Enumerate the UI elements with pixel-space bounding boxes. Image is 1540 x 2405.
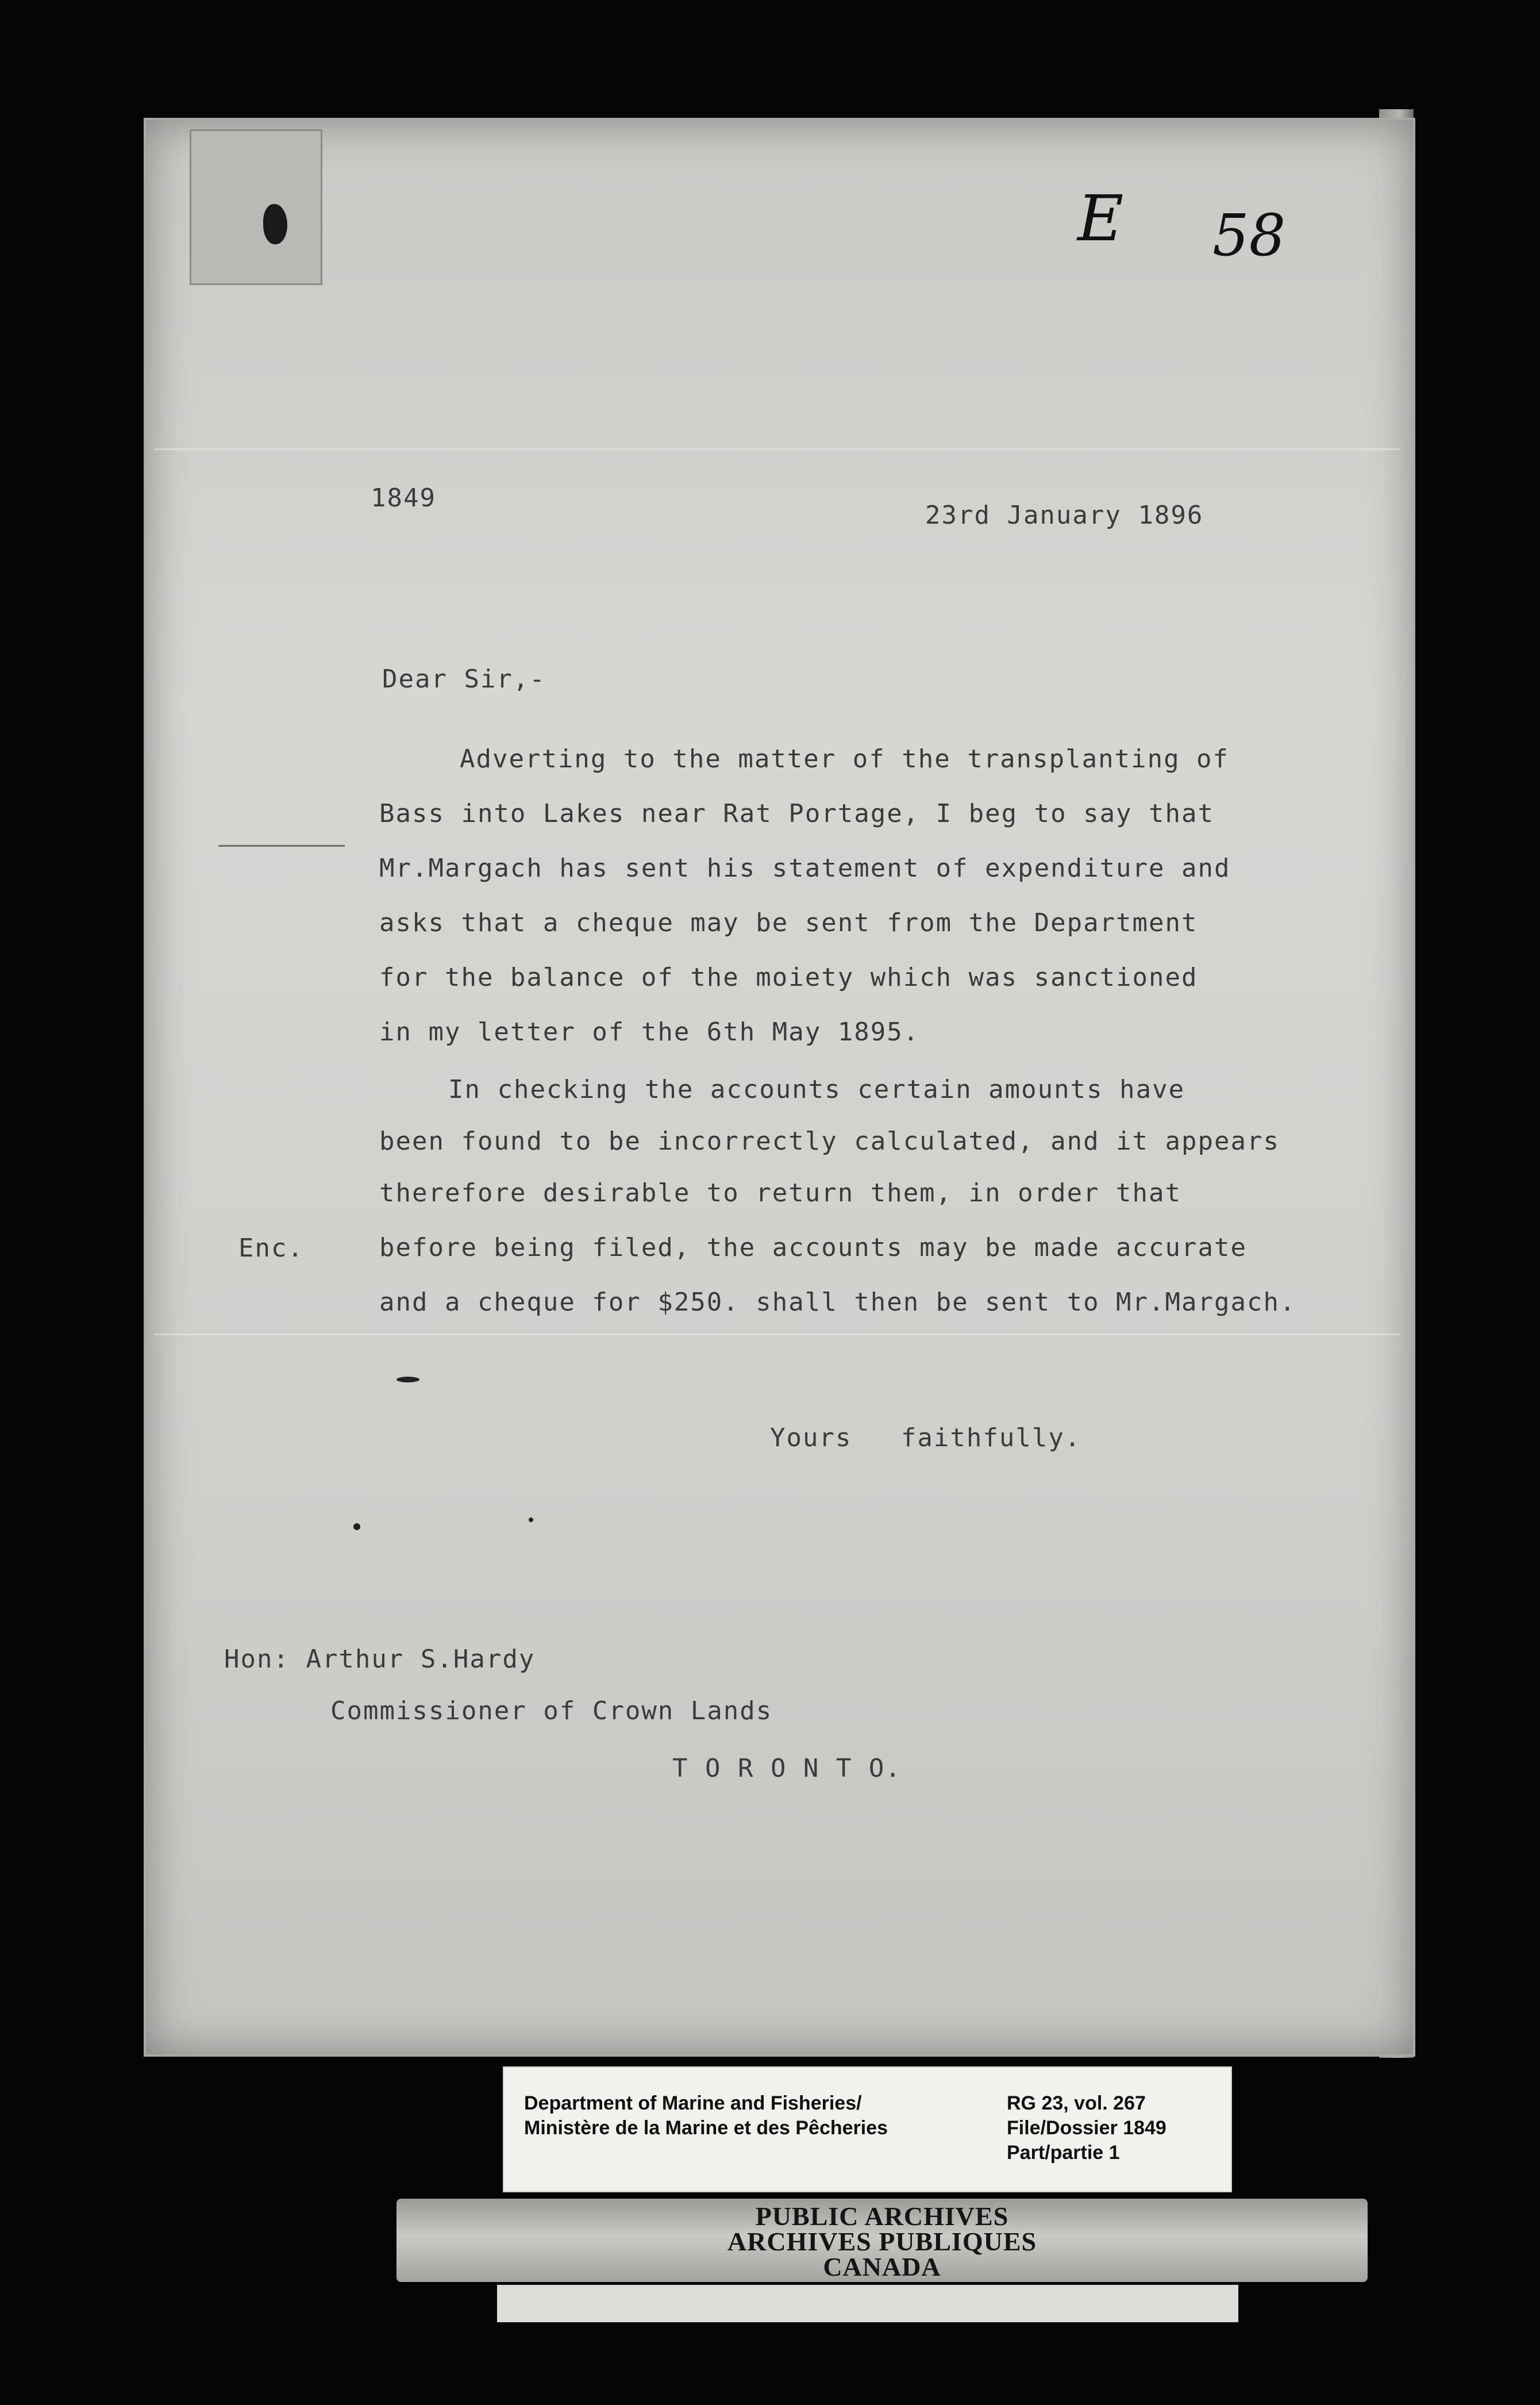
stamp-line-1: PUBLIC ARCHIVES — [755, 2202, 1009, 2231]
bottom-paper-strip — [497, 2285, 1238, 2322]
paragraph-line: been found to be incorrectly calculated, and it appears — [379, 1127, 1280, 1156]
paragraph-line: and a cheque for $250. shall then be sent to Mr.Margach. — [379, 1288, 1296, 1317]
label-department-fr: Ministère de la Marine et des Pêcheries — [524, 2117, 888, 2139]
paragraph-line: In checking the accounts certain amounts have — [448, 1075, 1185, 1104]
paragraph-line: Bass into Lakes near Rat Portage, I beg to say that — [379, 799, 1215, 828]
handwritten-mark-page-number: 58 — [1212, 202, 1286, 269]
corner-stamp-box — [190, 129, 322, 285]
recipient-city: T O R O N T O. — [672, 1754, 902, 1783]
paragraph-line: Adverting to the matter of the transplanting of — [460, 744, 1230, 774]
ink-speck — [353, 1523, 360, 1530]
paragraph-line: for the balance of the moiety which was sanctioned — [379, 963, 1198, 992]
ink-speck — [396, 1377, 419, 1382]
recipient-title: Commissioner of Crown Lands — [330, 1696, 773, 1726]
recipient-name: Hon: Arthur S.Hardy — [224, 1645, 536, 1674]
ink-speck — [529, 1517, 533, 1522]
closing: Yours faithfully. — [770, 1423, 1081, 1453]
archive-reference-label — [503, 2066, 1232, 2192]
label-reference: RG 23, vol. 267 — [1007, 2092, 1146, 2114]
paragraph-line: before being filed, the accounts may be made accurate — [379, 1233, 1247, 1262]
file-number: 1849 — [371, 483, 436, 513]
ink-blot — [263, 204, 287, 244]
paragraph-line: in my letter of the 6th May 1895. — [379, 1017, 920, 1047]
stamp-line-2: ARCHIVES PUBLIQUES — [727, 2227, 1037, 2256]
label-department-en: Department of Marine and Fisheries/ — [524, 2092, 862, 2114]
paragraph-line: Mr.Margach has sent his statement of expenditure and — [379, 854, 1231, 883]
margin-pencil-mark — [218, 845, 345, 847]
salutation: Dear Sir,- — [382, 664, 546, 694]
handwritten-mark-e: E — [1077, 182, 1124, 255]
enclosure-note: Enc. — [238, 1234, 304, 1263]
paragraph-line: asks that a cheque may be sent from the Department — [379, 908, 1198, 938]
label-file: File/Dossier 1849 — [1007, 2117, 1166, 2139]
public-archives-stamp — [396, 2199, 1368, 2282]
label-part: Part/partie 1 — [1007, 2142, 1120, 2164]
fold-line — [154, 448, 1401, 450]
letter-date: 23rd January 1896 — [925, 501, 1204, 530]
fold-line — [154, 1334, 1401, 1335]
stamp-line-3: CANADA — [823, 2252, 941, 2281]
paragraph-line: therefore desirable to return them, in order that — [379, 1178, 1182, 1208]
